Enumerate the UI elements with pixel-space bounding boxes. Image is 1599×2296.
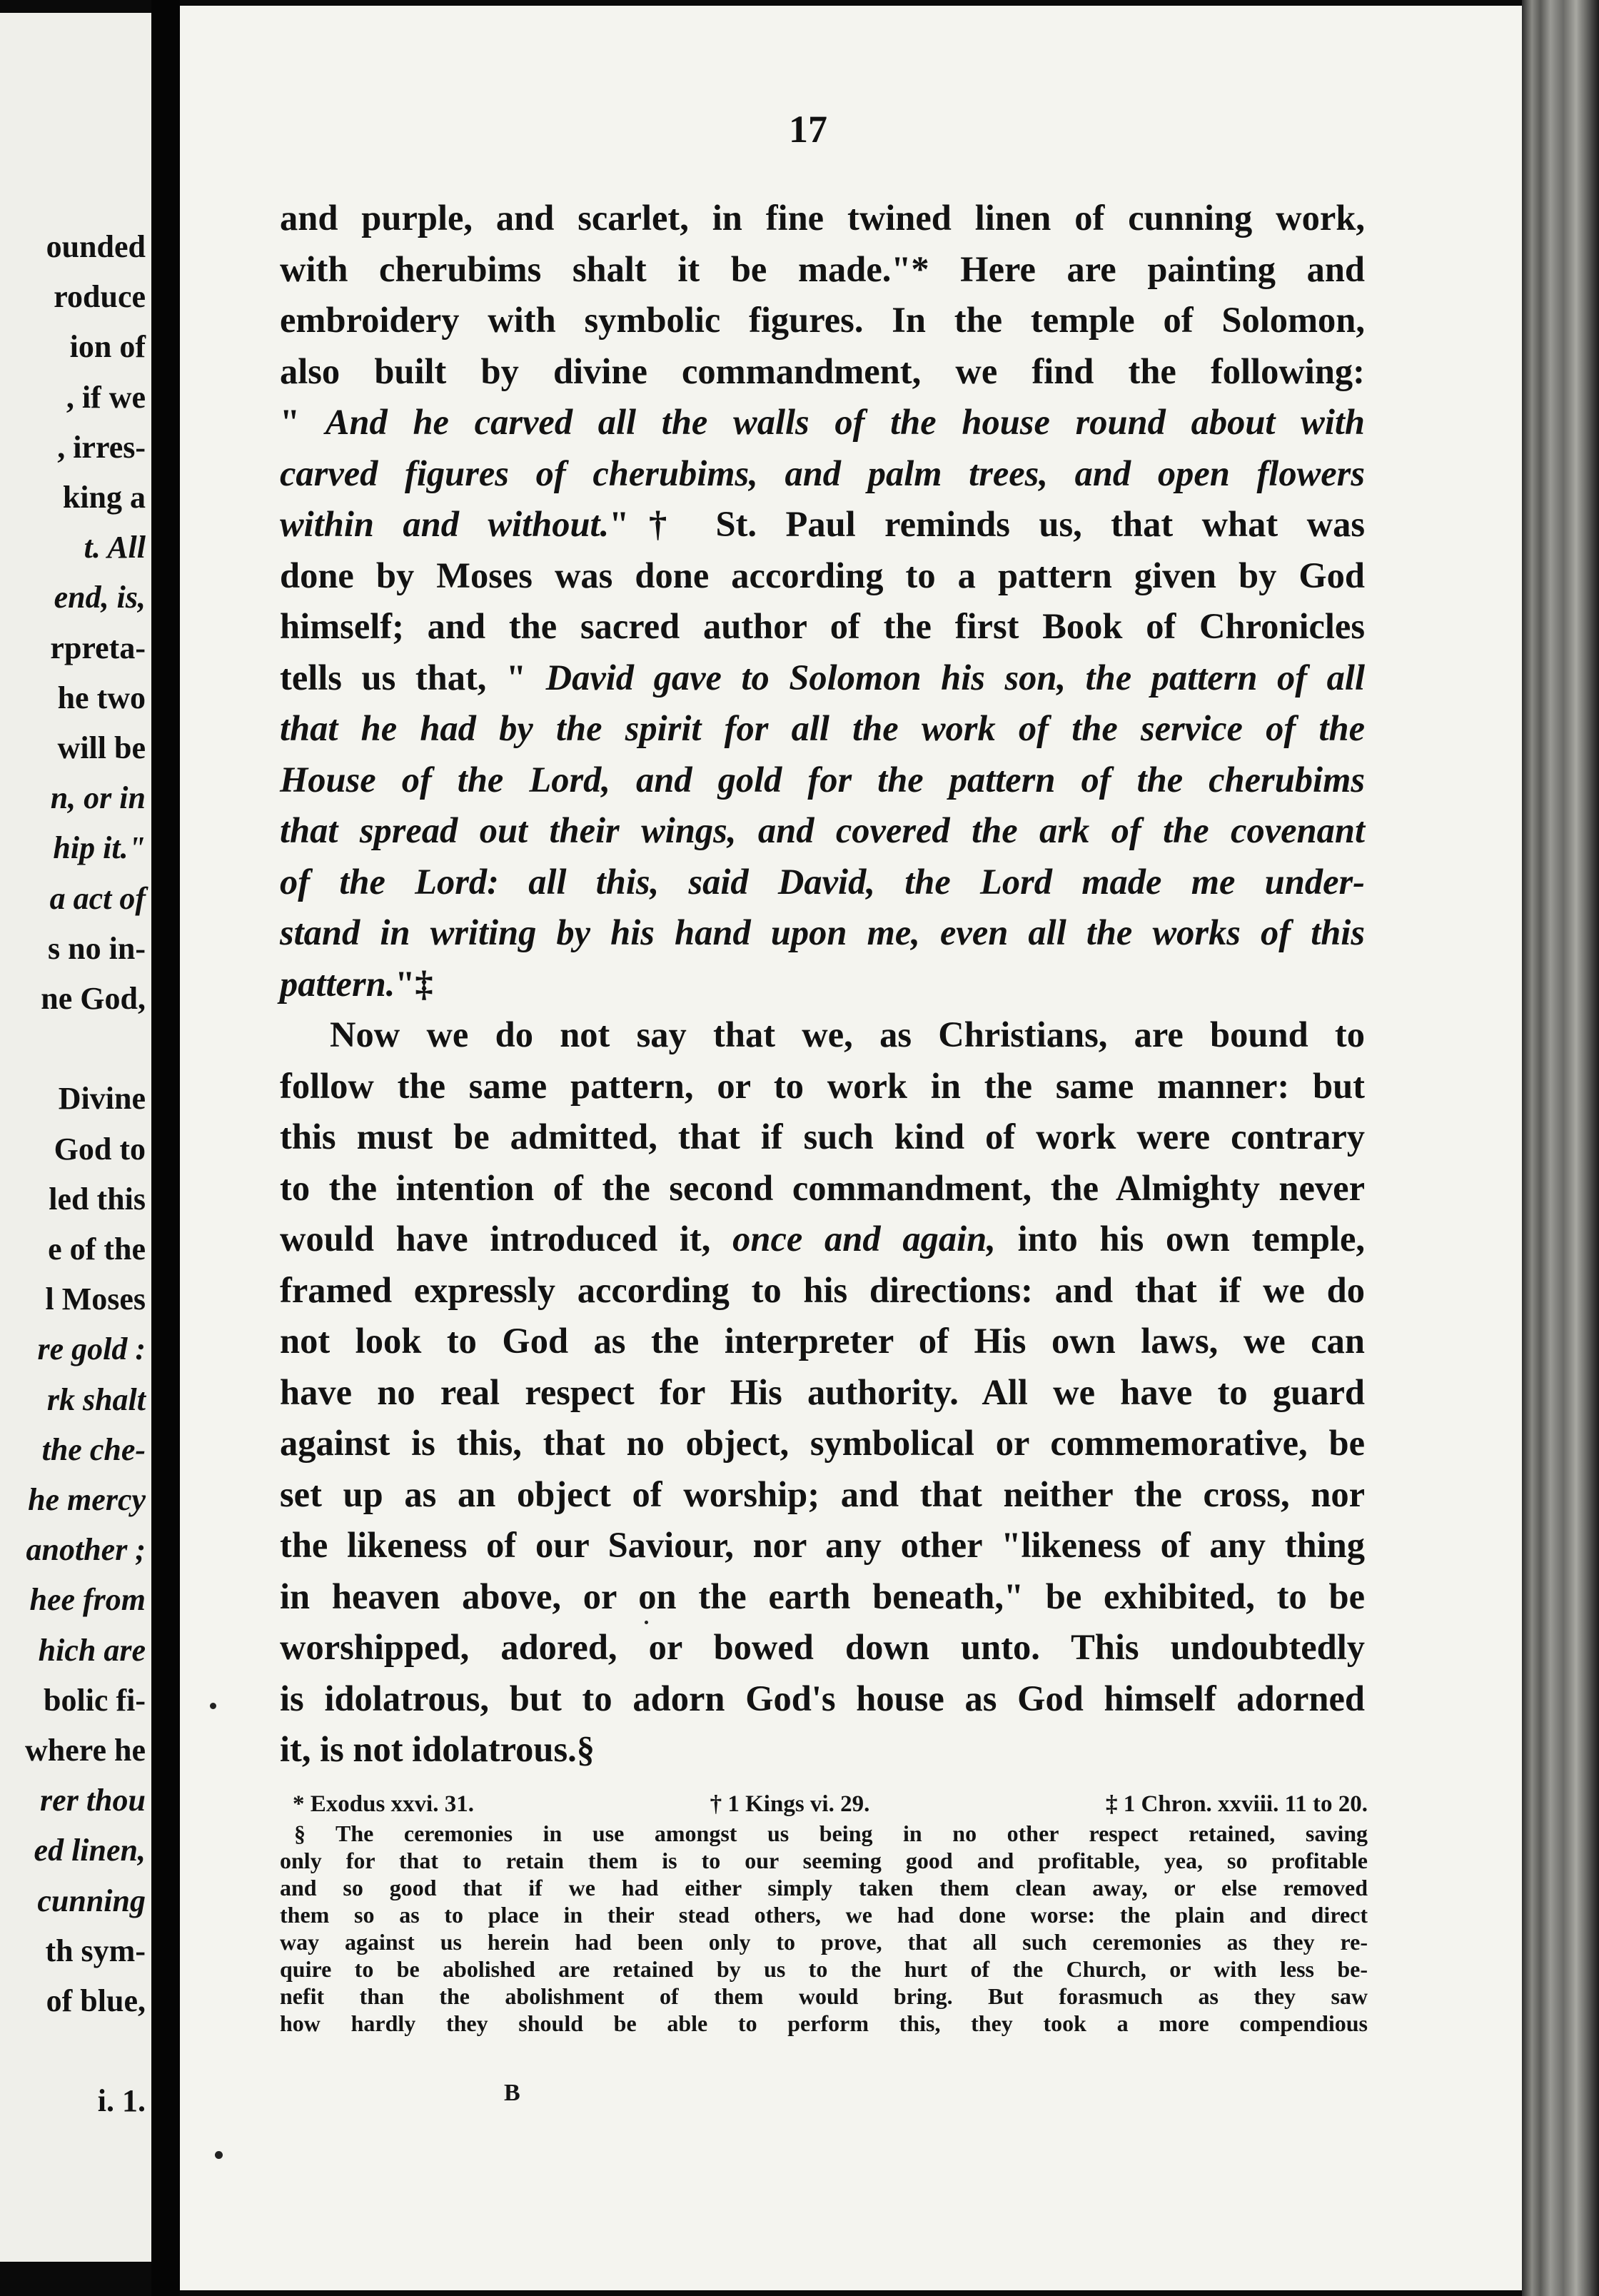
- text-run: with cherubims shalt it be made."* Here are painting and: [280, 248, 1365, 289]
- footnote-ref: * Exodus xxvi. 31.: [293, 1791, 474, 1817]
- body-line: [280, 857, 1365, 908]
- text-run: ": [280, 402, 326, 442]
- text-run: to the intention of the second commandment, the Almighty never: [280, 1167, 1365, 1208]
- left-page-fragment: l Moses: [45, 1282, 146, 1317]
- text-run: done by Moses was done according to a pattern given by God: [280, 555, 1365, 595]
- body-line: [280, 1520, 1365, 1571]
- body-line: [280, 1316, 1365, 1367]
- left-page-fragment: hee from: [29, 1582, 146, 1618]
- left-page-fragment: king a: [62, 480, 146, 515]
- left-page-fragment: of blue,: [46, 1983, 146, 2018]
- text-run: in heaven above, or on the earth beneath," be exhibited, to be: [280, 1576, 1365, 1616]
- italic-text: once and again,: [732, 1219, 996, 1259]
- body-line: [280, 244, 1365, 296]
- left-page-fragment: , irres-: [57, 429, 146, 465]
- body-line: [280, 550, 1365, 602]
- left-page-fragment: the che-: [41, 1431, 146, 1467]
- left-page-fragment: , if we: [66, 379, 146, 415]
- italic-text: David gave to Solomon his son, the pattern of all: [545, 657, 1365, 698]
- body-line: [280, 601, 1365, 653]
- left-page-fragment: rk shalt: [46, 1381, 146, 1417]
- page-fore-edge: [1522, 0, 1599, 2296]
- left-page-fragment: hip it.": [53, 830, 146, 866]
- italic-text: carved figures of cherubims, and palm trees, and open flowers: [280, 453, 1365, 493]
- print-speck: [645, 1621, 648, 1624]
- body-line: [280, 193, 1365, 244]
- text-run: would have introduced it,: [280, 1219, 733, 1259]
- body-line: [280, 1163, 1365, 1214]
- text-run: follow the same pattern, or to work in the same manner: but: [280, 1065, 1365, 1106]
- left-page-fragment: led this: [49, 1181, 146, 1217]
- text-run: framed expressly according to his directions: and that if we do: [280, 1269, 1365, 1310]
- body-line: [280, 1367, 1365, 1419]
- page-number: 17: [789, 108, 827, 151]
- footnote-references: [280, 1788, 1368, 1820]
- text-run: this must be admitted, that if such kind of work were contrary: [280, 1117, 1365, 1157]
- signature-mark: B: [504, 2080, 520, 2106]
- text-run: and purple, and scarlet, in fine twined linen of cunning work,: [280, 198, 1365, 238]
- left-page-fragment: th sym-: [45, 1933, 146, 1968]
- italic-text: that spread out their wings, and covered the ark of the covenant: [280, 810, 1365, 850]
- body-line: [280, 1724, 1365, 1776]
- left-page-fragment: ion of: [69, 329, 146, 365]
- text-run: worshipped, adored, or bowed down unto. This undoubtedly: [280, 1627, 1365, 1667]
- footnote-section-note: [280, 1820, 1368, 2037]
- footnote-line: them so as to place in their stead others, we had done worse: the plain and direct: [280, 1902, 1368, 1928]
- body-line: [280, 1265, 1365, 1316]
- text-run: is idolatrous, but to adorn God's house as God himself adorned: [280, 1678, 1365, 1718]
- italic-text: And he carved all the walls of the house round about with: [325, 402, 1365, 442]
- footnote-ref: † 1 Kings vi. 29.: [710, 1791, 870, 1817]
- left-page-fragment: roduce: [54, 279, 146, 315]
- body-line: [280, 397, 1365, 448]
- left-page-fragment: where he: [24, 1733, 146, 1768]
- body-line: [280, 755, 1365, 806]
- book-gutter: [151, 0, 180, 2296]
- left-page-fragment: ed linen,: [34, 1833, 146, 1868]
- left-page-fragment: cunning: [37, 1883, 146, 1918]
- text-run: the likeness of our Saviour, nor any other "likeness of any thing: [280, 1525, 1365, 1565]
- footnote-line: way against us herein had been only to prove, that all such ceremonies as they re-: [280, 1929, 1368, 1955]
- text-run: into his own temple,: [995, 1219, 1365, 1259]
- body-line: [280, 1571, 1365, 1623]
- left-page-fragment: he two: [57, 680, 146, 715]
- text-run: also built by divine commandment, we find the following:: [280, 351, 1365, 391]
- body-line: [280, 1009, 1365, 1061]
- text-run: set up as an object of worship; and that neither the cross, nor: [280, 1474, 1365, 1514]
- left-page-fragment: bolic fi-: [44, 1682, 146, 1718]
- left-page-fragment: a act of: [49, 880, 146, 916]
- footnote-line: quire to be abolished are retained by us to the hurt of the Church, or with less be-: [280, 1956, 1368, 1982]
- italic-text: stand in writing by his hand upon me, even all the works of this: [280, 912, 1365, 952]
- left-page-fragment: God to: [54, 1131, 146, 1167]
- footnote-line: and so good that if we had either simply taken them clean away, or else removed: [280, 1875, 1368, 1900]
- text-run: embroidery with symbolic figures. In the temple of Solomon,: [280, 300, 1365, 340]
- body-line: [280, 907, 1365, 959]
- print-speck: [215, 2151, 223, 2159]
- text-run: himself; and the sacred author of the first Book of Chronicles: [280, 606, 1365, 646]
- italic-text: that he had by the spirit for all the work of the service of the: [280, 708, 1365, 748]
- italic-text: within and without.: [280, 504, 610, 544]
- italic-text: House of the Lord, and gold for the pattern of the cherubims: [280, 759, 1365, 800]
- body-line: [280, 703, 1365, 755]
- text-run: "‡: [395, 963, 433, 1004]
- text-run: "† St. Paul reminds us, that what was: [609, 504, 1365, 544]
- text-run: tells us that, ": [280, 657, 546, 698]
- print-speck: [210, 1703, 216, 1709]
- left-page-fragment: t. All: [84, 530, 146, 565]
- text-run: Now we do not say that we, as Christians, are bound to: [330, 1014, 1365, 1054]
- left-page-fragment: n, or in: [50, 780, 146, 816]
- body-line: [280, 499, 1365, 550]
- body-line: [280, 959, 1365, 1010]
- left-page-fragment: s no in-: [48, 930, 146, 966]
- left-page-fragment: end, is,: [54, 580, 146, 615]
- left-page-fragment: another ;: [26, 1532, 146, 1568]
- footnote-ref: ‡ 1 Chron. xxviii. 11 to 20.: [1105, 1791, 1368, 1817]
- body-line: [280, 1673, 1365, 1725]
- footnotes: [280, 1788, 1368, 2037]
- footnote-line: only for that to retain them is to our seeming good and profitable, yea, so profitable: [280, 1848, 1368, 1873]
- left-page-fragment: re gold :: [37, 1331, 146, 1367]
- italic-text: pattern.: [280, 963, 395, 1004]
- left-page-fragment: ounded: [46, 229, 146, 264]
- previous-page-edge: [0, 13, 151, 2262]
- left-page-fragment: hich are: [38, 1632, 146, 1668]
- text-run: against is this, that no object, symbolical or commemorative, be: [280, 1423, 1365, 1463]
- footnote-line: § The ceremonies in use amongst us being in no other respect retained, saving: [294, 1821, 1368, 1846]
- footnote-line: how hardly they should be able to perform this, they took a more compendious: [280, 2010, 1368, 2036]
- body-line: [280, 448, 1365, 500]
- body-line: [280, 1112, 1365, 1163]
- left-page-fragment: he mercy: [28, 1482, 146, 1517]
- body-line: [280, 1418, 1365, 1469]
- left-page-fragment: rer thou: [40, 1783, 146, 1818]
- body-text: [280, 193, 1365, 1776]
- body-line: [280, 1622, 1365, 1673]
- body-line: [280, 1469, 1365, 1521]
- footnote-line: nefit than the abolishment of them would bring. But forasmuch as they saw: [280, 1983, 1368, 2009]
- left-page-fragment: rpreta-: [50, 630, 146, 665]
- body-line: [280, 346, 1365, 398]
- left-page-fragment: i. 1.: [97, 2083, 146, 2119]
- text-run: not look to God as the interpreter of His own laws, we can: [280, 1321, 1365, 1361]
- left-page-fragment: e of the: [48, 1232, 146, 1267]
- text-run: it, is not idolatrous.§: [280, 1729, 595, 1769]
- left-page-fragment: will be: [57, 730, 146, 765]
- body-line: [280, 653, 1365, 704]
- left-page-fragment: Divine: [58, 1081, 146, 1117]
- body-line: [280, 1061, 1365, 1112]
- body-line: [280, 805, 1365, 857]
- body-line: [280, 1214, 1365, 1265]
- body-line: [280, 295, 1365, 346]
- left-page-fragment: ne God,: [41, 981, 146, 1016]
- italic-text: of the Lord: all this, said David, the Lord made me under-: [280, 861, 1365, 902]
- text-run: have no real respect for His authority. All we have to guard: [280, 1371, 1365, 1412]
